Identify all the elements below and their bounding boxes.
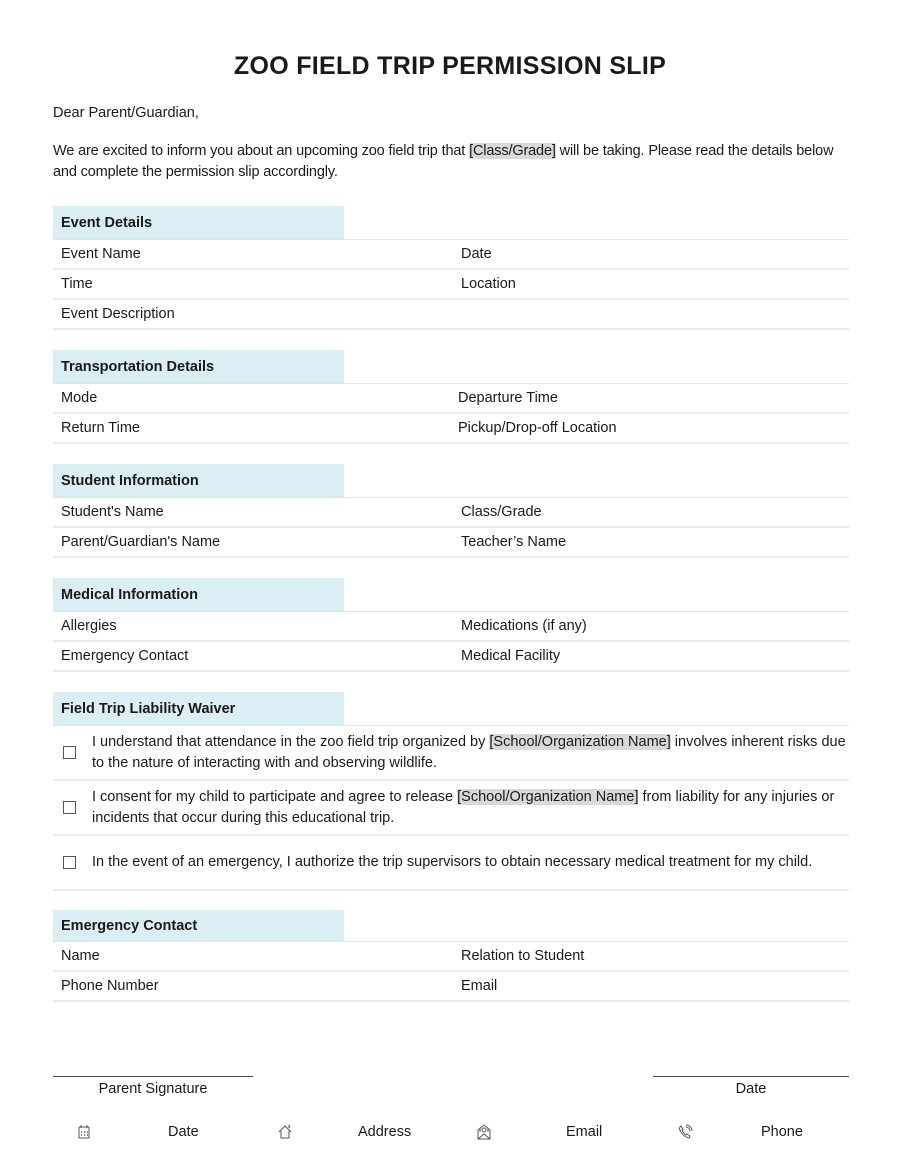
field-medical-facility[interactable]: Medical Facility: [461, 648, 561, 664]
field-location[interactable]: Location: [461, 276, 516, 292]
waiver-item: [53, 836, 849, 891]
intro-text: will be taking. Please read the details below and complete the permission slip accordingly.: [53, 143, 834, 180]
field-allergies[interactable]: Allergies: [61, 618, 117, 634]
parent-signature-label: Parent Signature: [98, 1081, 208, 1097]
waiver-text: I consent for my child to participate and agree to release: [92, 788, 458, 805]
page-title: ZOO FIELD TRIP PERMISSION SLIP: [233, 52, 667, 80]
table-row: [53, 270, 849, 300]
checkbox[interactable]: [63, 746, 76, 759]
intro-paragraph: [53, 141, 853, 183]
field-student-name[interactable]: Student's Name: [61, 504, 164, 520]
section-header: Field Trip Liability Waiver: [53, 692, 849, 726]
table-row: [53, 240, 849, 270]
field-relation[interactable]: Relation to Student: [461, 948, 585, 964]
waiver-text: [92, 732, 849, 774]
field-medications[interactable]: Medications (if any): [461, 618, 587, 634]
footer-phone: Phone: [761, 1124, 803, 1140]
footer-email: Email: [566, 1124, 603, 1140]
waiver-text: [92, 852, 812, 873]
envelope-icon: [476, 1124, 492, 1140]
footer-address: Address: [358, 1124, 412, 1140]
field-email[interactable]: Email: [461, 978, 498, 994]
student-information-section: [53, 464, 849, 558]
greeting: Dear Parent/Guardian,: [53, 105, 199, 121]
table-row: [53, 642, 849, 672]
checkbox[interactable]: [63, 801, 76, 814]
waiver-text: from liability for any injuries or incidents that occur during this educational trip.: [92, 788, 835, 826]
table-row: [53, 612, 849, 642]
section-header: Medical Information: [53, 578, 849, 612]
section-header: Emergency Contact: [53, 910, 849, 942]
calendar-icon: [76, 1124, 92, 1140]
field-parent-name[interactable]: Parent/Guardian's Name: [61, 534, 221, 550]
field-pickup-location[interactable]: Pickup/Drop-off Location: [458, 420, 617, 436]
medical-information-section: [53, 578, 849, 672]
table-row: [53, 498, 849, 528]
table-row: [53, 414, 849, 444]
waiver-text: [92, 787, 849, 829]
event-details-section: [53, 206, 849, 330]
date-signature-label: Date: [735, 1081, 767, 1097]
field-phone-number[interactable]: Phone Number: [61, 978, 159, 994]
table-row: [53, 528, 849, 558]
field-emergency-contact[interactable]: Emergency Contact: [61, 648, 189, 664]
liability-waiver-section: [53, 692, 849, 891]
footer-date: Date: [168, 1124, 199, 1140]
field-teacher-name[interactable]: Teacher’s Name: [461, 534, 567, 550]
section-header: Student Information: [53, 464, 849, 498]
class-grade-placeholder[interactable]: [Class/Grade]: [469, 143, 556, 159]
field-return-time[interactable]: Return Time: [61, 420, 140, 436]
house-icon: [277, 1124, 293, 1140]
field-mode[interactable]: Mode: [61, 390, 98, 406]
emergency-contact-section: [53, 910, 849, 1002]
phone-icon: [677, 1124, 693, 1140]
waiver-text: I understand that attendance in the zoo field trip organized by: [92, 733, 490, 750]
checkbox[interactable]: [63, 856, 76, 869]
waiver-text: involves inherent risks due to the nature of interacting with and observing wildlife.: [92, 733, 846, 771]
field-name[interactable]: Name: [61, 948, 100, 964]
table-row: [53, 300, 849, 330]
organization-placeholder[interactable]: [School/Organization Name]: [457, 788, 639, 805]
table-row: [53, 972, 849, 1002]
waiver-item: [53, 781, 849, 836]
parent-signature-line[interactable]: [53, 1076, 253, 1077]
transportation-section: [53, 350, 849, 444]
field-class-grade[interactable]: Class/Grade: [461, 504, 542, 520]
table-row: [53, 384, 849, 414]
waiver-text: In the event of an emergency, I authorize the trip supervisors to obtain necessary medical treatment for my child.: [92, 854, 813, 870]
section-header: Event Details: [53, 206, 849, 240]
field-event-description[interactable]: Event Description: [61, 306, 175, 322]
section-header: Transportation Details: [53, 350, 849, 384]
table-row: [53, 942, 849, 972]
waiver-item: [53, 726, 849, 781]
field-date[interactable]: Date: [461, 246, 492, 262]
field-time[interactable]: Time: [61, 276, 93, 292]
field-event-name[interactable]: Event Name: [61, 246, 141, 262]
organization-placeholder[interactable]: [School/Organization Name]: [489, 733, 671, 750]
field-departure-time[interactable]: Departure Time: [458, 390, 558, 406]
date-signature-line[interactable]: [653, 1076, 849, 1077]
intro-text: We are excited to inform you about an upcoming zoo field trip that: [53, 143, 470, 159]
